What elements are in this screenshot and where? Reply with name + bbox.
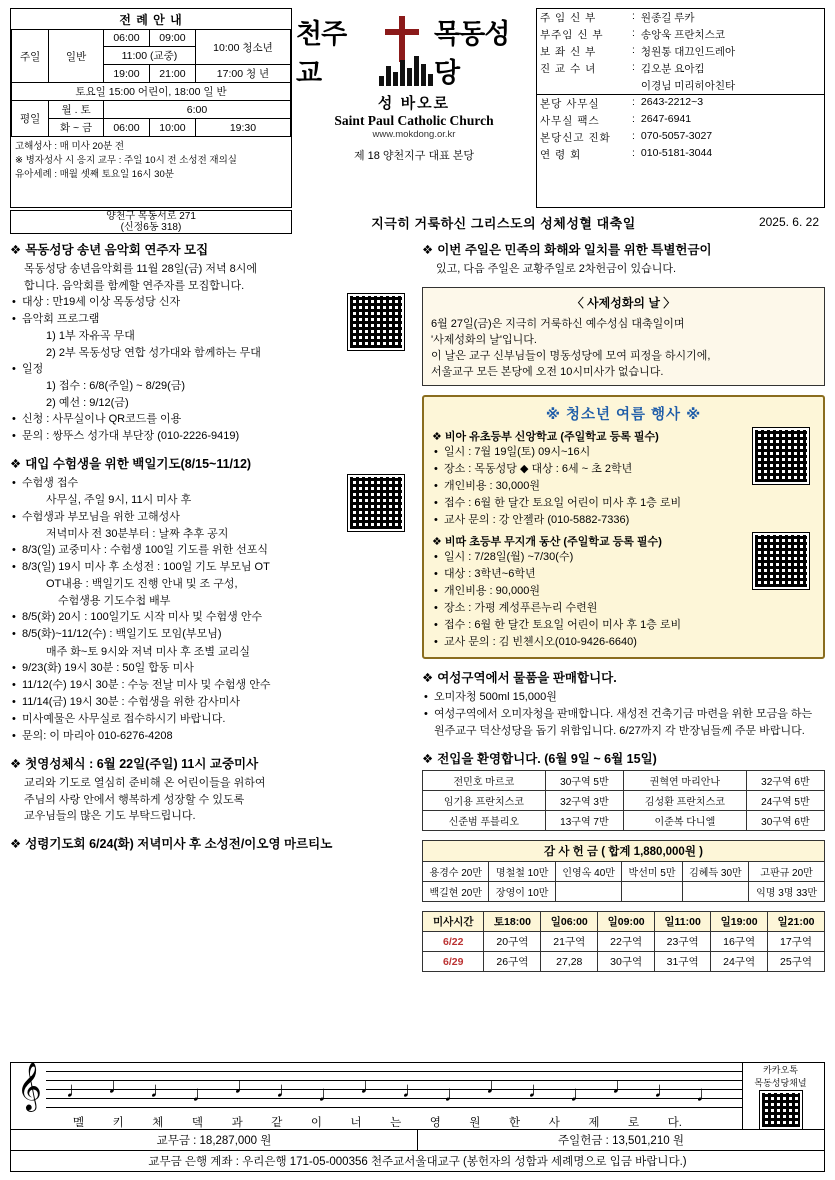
cell: 신준범 푸블리오 (423, 811, 546, 831)
sep: : (632, 61, 635, 73)
lyric-syllable: 너 (350, 1116, 362, 1129)
staff-label: 보 좌 신 부 (540, 46, 597, 58)
lyric-syllable: 한 (509, 1116, 521, 1129)
priest-day-line: '사제성화의 날'입니다. (431, 333, 537, 346)
cell: 김성환 프란치스코 (623, 791, 746, 811)
table-row (537, 95, 824, 112)
table-row (12, 30, 291, 47)
note-icon: ♩ (317, 1080, 340, 1106)
cell: 20구역 (484, 932, 541, 952)
right-column (422, 240, 825, 981)
list-item: • 개인비용 : 90,000원 (432, 583, 815, 600)
cell: 06:00 (103, 30, 149, 47)
sub-item: 2) 예선 : 9/12(금) (46, 396, 129, 409)
cell (555, 882, 621, 902)
note-icon: ♩ (443, 1080, 466, 1106)
mass-note: 고해성사 : 매 미사 20분 전 (15, 141, 124, 152)
exam-items (10, 475, 410, 745)
priest-day-line: 6월 27일(금)은 지극히 거룩하신 예수성심 대축일이며 (431, 317, 685, 330)
table-row (12, 83, 291, 101)
list-item (10, 559, 410, 609)
cell: 6/22 (423, 932, 484, 952)
cell: 24구역 5반 (746, 791, 824, 811)
staff-value: 원종길 루카 (640, 12, 695, 24)
note-icon: ♩ (65, 1076, 88, 1102)
sub-item: 1) 접수 : 6/8(주일) ~ 8/29(금) (46, 380, 186, 393)
cell: 6:00 (103, 101, 290, 119)
section-women-sales (422, 668, 825, 740)
note-icon: ♩ (275, 1076, 298, 1102)
youth-group-1 (432, 428, 815, 529)
cell: 32구역 3반 (545, 791, 623, 811)
table-row (537, 112, 824, 129)
contact-value: 070-5057-3027 (640, 130, 713, 142)
lyric-syllable: 다. (667, 1116, 682, 1129)
lyric-syllable: 영 (429, 1116, 441, 1129)
women-items (422, 689, 825, 740)
lyric-syllable: 키 (112, 1116, 124, 1129)
cell: 30구역 6반 (746, 811, 824, 831)
music-staff (46, 1063, 742, 1113)
table-row (537, 146, 824, 163)
church-website[interactable]: www.mokdong.or.kr (372, 129, 456, 140)
list-item (10, 711, 410, 728)
note-icon: ♩ (653, 1076, 676, 1102)
bulletin-date: 2025. 6. 22 (758, 215, 819, 229)
note-icon: ♩ (233, 1072, 256, 1098)
list-item: • 대상 : 3학년~6학년 (432, 566, 815, 583)
sub-item: 매주 화~토 9시와 저녁 미사 후 조별 교리실 (46, 645, 250, 658)
kakao-label-1: 카카오톡 (763, 1065, 798, 1075)
list-item: • 장소 : 가평 계성푸른누리 수련원 (432, 600, 815, 617)
finance-row (10, 1130, 825, 1151)
concert-p2: 합니다. 음악회를 함께할 연주자를 모집합니다. (24, 279, 245, 292)
staff-label: 진 교 수 녀 (540, 63, 597, 75)
cell: 용경수 20만 (423, 862, 489, 882)
offering-note-line2: 있고, 다음 주일은 교황주일로 2차헌금이 있습니다. (436, 263, 677, 275)
contact-label: 본당 사무실 (540, 98, 600, 110)
cell: 17:00 청 년 (195, 65, 290, 83)
group-name-text: 비따 초등부 무지개 동산 (주일학교 등록 필수) (444, 535, 662, 548)
table-row (423, 862, 825, 882)
cross-icon (371, 16, 432, 86)
lyric-syllable: 로 (627, 1116, 640, 1129)
list-item (10, 475, 410, 509)
list-item: • 여성구역에서 오미자청을 판매합니다. 새성전 건축기금 마련을 위한 모금을 하는 원주교구 덕산성당을 돕기 위함입니다. 6/27까지 각 반장님들께 주문 바랍니다. (422, 706, 825, 740)
lyric-syllable: 체 (152, 1116, 164, 1129)
item-text: 9/23(화) 19시 30분 : 50일 합동 미사 (22, 662, 194, 675)
cell: 21:00 (149, 65, 195, 83)
list-item: • 접수 : 6월 한 달간 토요일 어린이 미사 후 1층 로비 (432, 617, 815, 634)
section-title: ❖ 대입 수험생을 위한 백일기도(8/15~11/12) (10, 454, 410, 472)
sep: : (632, 10, 635, 22)
table-row (423, 771, 825, 791)
youth-summer-box (422, 395, 825, 660)
sep: : (632, 96, 635, 108)
cell: 30구역 5반 (545, 771, 623, 791)
staff-label: 부주임 신 부 (540, 29, 604, 41)
cell: 백길현 20만 (423, 882, 489, 902)
lyric-syllable: 원 (469, 1116, 481, 1129)
church-address (10, 210, 292, 234)
cell: 토요일 15:00 어린이, 18:00 일 반 (12, 83, 291, 101)
cell: 장영이 10만 (489, 882, 555, 902)
note-icon: ♩ (611, 1072, 634, 1098)
section-mass-duty-schedule (422, 911, 825, 972)
mass-note: ※ 병자성사 시 응지 교무 : 주일 10시 전 소성전 재의실 (15, 154, 237, 166)
youth-summer-title: ※ 청소년 여름 행사 ※ (545, 406, 702, 423)
church-name-en: Saint Paul Catholic Church (334, 113, 494, 128)
offering-note-line1: ❖ 이번 주일은 민족의 화해와 일치를 위한 특별헌금이 (422, 240, 825, 258)
table-row (423, 882, 825, 902)
cell: 임기용 프란치스코 (423, 791, 546, 811)
mass-schedule-title: 전 례 안 내 (119, 13, 183, 27)
table-row (537, 26, 824, 43)
table-row (423, 841, 825, 862)
note-icon: ♩ (359, 1072, 382, 1098)
list-item: • 일시 : 7/28일(월) ~7/30(수) (432, 549, 815, 566)
kakao-channel-block[interactable] (742, 1063, 818, 1129)
cell: 23구역 (655, 932, 711, 952)
kakao-label-2: 목동성당채널 (754, 1078, 807, 1088)
address-bar (10, 210, 825, 234)
cell: 6/29 (423, 952, 484, 972)
priest-day-box (422, 287, 825, 386)
patron-name: 성 바오로 (377, 95, 451, 112)
address-line-1: 양천구 목동서로 271 (106, 211, 196, 222)
note-icon: ♩ (569, 1080, 592, 1106)
table-row (12, 119, 291, 137)
group-1-items (432, 444, 815, 529)
contact-label: 본당신고 진화 (540, 132, 611, 144)
cell: 19:00 (103, 65, 149, 83)
note-icon: ♩ (695, 1080, 718, 1106)
staff-value: 송앙욱 프란치스코 (640, 29, 725, 41)
cell: 10:00 (149, 119, 195, 137)
mass-notes (11, 137, 291, 181)
cell: 16구역 (711, 932, 768, 952)
section-offering-note (422, 240, 825, 278)
list-item (10, 609, 410, 626)
cell: 24구역 (711, 952, 768, 972)
feast-title: 지극히 거룩하신 그리스도의 성체성혈 대축일 (371, 215, 636, 231)
list-item (10, 411, 410, 428)
section-title: ❖ 목동성당 송년 음악회 연주자 모집 (10, 240, 410, 258)
sub-item: OT내용 : 백일기도 진행 안내 및 조 구성, (46, 578, 238, 591)
col-header: 일19:00 (711, 912, 768, 932)
item-text: 8/5(화)~11/12(수) : 백일기도 모임(부모님) (22, 628, 222, 641)
sub-item: 사무실, 주일 9시, 11시 미사 후 (46, 494, 192, 507)
table-row (537, 60, 824, 77)
thanks-table (422, 840, 825, 902)
staff-label: 주 임 신 부 (540, 12, 597, 24)
section-welcome (422, 749, 825, 831)
item-text: 문의: 이 마리아 010-6276-4208 (22, 730, 173, 743)
section-exam-prayer (10, 454, 410, 745)
table-row (537, 43, 824, 60)
mass-schedule-table (11, 29, 291, 137)
cell: 11:00 (교중) (103, 47, 195, 65)
list-item (10, 728, 410, 745)
footer (10, 1062, 825, 1172)
cell: 고판규 20만 (749, 862, 825, 882)
cell: 27,28 (541, 952, 598, 972)
table-row (537, 129, 824, 146)
priest-day-line: 이 날은 교구 신부님들이 명동성당에 모여 피정을 하시기에, (431, 349, 711, 362)
staff-table (537, 9, 824, 94)
table-row (537, 77, 824, 94)
cell: 26구역 (484, 952, 541, 972)
item-text: 11/14(금) 19시 30분 : 수험생을 위한 감사미사 (22, 696, 241, 709)
note-icon: ♩ (527, 1076, 550, 1102)
cell: 월 . 토 (49, 101, 104, 119)
col-header: 미사시간 (423, 912, 484, 932)
section-thanks-offering (422, 840, 825, 902)
church-name-left: 천주교 (296, 19, 347, 88)
cell: 21구역 (541, 932, 598, 952)
sep (629, 77, 638, 94)
address-line-2: (신정6동 318) (120, 222, 182, 233)
music-staff-block (10, 1062, 825, 1130)
list-item: • 교사 문의 : 강 안젤라 (010-5882-7336) (432, 512, 815, 529)
item-text: 신청 : 사무실이나 QR코드를 이용 (22, 413, 182, 426)
concert-items (10, 294, 410, 445)
sep: : (632, 147, 635, 159)
section-title: ❖ 여성구역에서 물품을 판매합니다. (422, 668, 825, 686)
text-line: 교리와 기도로 열심히 준비해 온 어린이들을 위하여 (24, 777, 266, 790)
cell: 22구역 (598, 932, 655, 952)
cell: 17구역 (768, 932, 825, 952)
cell: 권혁연 마리안나 (623, 771, 746, 791)
cell: 09:00 (149, 30, 195, 47)
section-prayer-meeting (10, 834, 410, 852)
cell: 일반 (49, 30, 104, 83)
contact-table (537, 95, 824, 163)
sub-item: 수험생용 기도수첩 배부 (58, 594, 171, 607)
cell: 19:30 (195, 119, 290, 137)
note-icon: ♩ (485, 1072, 508, 1098)
staff-contact-box (536, 8, 825, 208)
list-item (10, 428, 410, 445)
item-text: 일정 (22, 363, 44, 376)
note-icon: ♩ (107, 1072, 130, 1098)
cell: 박선미 5만 (622, 862, 682, 882)
duty-schedule-table (422, 911, 825, 972)
list-item: • 교사 문의 : 김 빈첸시오(010-9426-6640) (432, 634, 815, 651)
list-item (10, 660, 410, 677)
lyric-syllable: 같 (271, 1116, 283, 1129)
staff-value: 이경님 미리히아친타 (640, 80, 736, 92)
group-name: ❖ 비아 유초등부 신앙학교 (주일학교 등록 필수) (432, 430, 659, 443)
list-item: • 오미자청 500ml 15,000원 (422, 689, 825, 706)
finance-account-line: 교무금 은행 계좌 : 우리은행 171-05-000356 천주교서울대교구 (봉헌자의 성함과 세례명으로 입금 바랍니다.) (10, 1151, 825, 1172)
sep: : (632, 113, 635, 125)
mass-schedule-box (10, 8, 292, 208)
item-text: 8/3(일) 교중미사 : 수험생 100일 기도를 위한 선포식 (22, 544, 269, 557)
cell (682, 882, 748, 902)
cell: 06:00 (103, 119, 149, 137)
table-row (423, 811, 825, 831)
lyric-syllable: 제 (588, 1116, 600, 1129)
contact-label: 연 령 회 (540, 149, 582, 161)
contact-value: 010-5181-3044 (640, 147, 713, 159)
text-line: 교우님들의 많은 기도 부탁드립니다. (24, 810, 196, 823)
cell (622, 882, 682, 902)
cell: 이준복 다니엘 (623, 811, 746, 831)
list-item: • 일시 : 7월 19일(토) 09시~16시 (432, 444, 815, 461)
item-text: 수험생 접수 (22, 477, 79, 490)
body-columns (10, 240, 825, 981)
cell: 25구역 (768, 952, 825, 972)
list-item (10, 694, 410, 711)
item-text: 8/3(일) 19시 미사 후 소성전 : 100일 기도 부모님 OT (22, 561, 270, 574)
item-text: 음악회 프로그램 (22, 313, 100, 326)
sep: : (632, 27, 635, 39)
list-item: • 접수 : 6월 한 달간 토요일 어린이 미사 후 1층 로비 (432, 495, 815, 512)
priest-day-title: 〈 사제성화의 날 〉 (571, 295, 676, 310)
item-text: 8/5(화) 20시 : 100일기도 시작 미사 및 수험생 안수 (22, 611, 263, 624)
church-name-right: 목동성당 (434, 19, 510, 88)
col-header: 일21:00 (768, 912, 825, 932)
section-concert (10, 240, 410, 445)
group-2-items (432, 549, 815, 651)
sep: : (632, 44, 635, 56)
list-item (10, 311, 410, 361)
finance-dues: 교무금 : 18,287,000 원 (156, 1135, 272, 1147)
cell: 31구역 (655, 952, 711, 972)
cell: 전민호 마르코 (423, 771, 546, 791)
cell: 인영옥 40만 (555, 862, 621, 882)
cell: 32구역 6반 (746, 771, 824, 791)
item-text: 수험생과 부모님을 위한 고해성사 (22, 510, 180, 523)
left-column (10, 240, 410, 981)
welcome-table (422, 770, 825, 831)
church-logo-block (296, 8, 532, 208)
col-header: 일09:00 (598, 912, 655, 932)
sub-item: 2) 2부 목동성당 연합 성가대와 함께하는 무대 (46, 346, 261, 359)
cell: 평일 (12, 101, 49, 137)
contact-label: 사무실 팩스 (540, 115, 600, 127)
item-text: 미사예물은 사무실로 접수하시기 바랍니다. (22, 713, 226, 726)
group-name: ❖ 비따 초등부 무지개 동산 (주일학교 등록 필수) (432, 535, 662, 548)
cell: 화 ~ 금 (49, 119, 104, 137)
cell: 익명 3명 33만 (749, 882, 825, 902)
priest-day-line: 서울교구 모든 본당에 오전 10시미사가 없습니다. (431, 365, 664, 378)
sep: : (632, 130, 635, 142)
cell: 주일 (12, 30, 49, 83)
lyric-syllable: 이 (310, 1116, 322, 1129)
table-row (423, 791, 825, 811)
note-icon: ♩ (149, 1076, 172, 1102)
lyric-syllable: 사 (548, 1116, 560, 1129)
lyric-syllable: 는 (390, 1116, 402, 1129)
list-item (10, 626, 410, 660)
contact-value: 2647-6941 (640, 113, 692, 125)
list-item: • 장소 : 목동성당 ◆ 대상 : 6세 ~ 초 2학년 (432, 461, 815, 478)
col-header: 일11:00 (655, 912, 711, 932)
table-row (423, 932, 825, 952)
list-item (10, 677, 410, 694)
logo-row (296, 12, 532, 90)
cell: 10:00 청소년 (195, 30, 290, 65)
table-row (12, 101, 291, 119)
concert-p1: 목동성당 송년음악회를 11월 28일(금) 저녁 8시에 (24, 263, 258, 275)
staff-value: 김오분 요아킴 (640, 63, 705, 75)
contact-value: 2643-2212~3 (640, 96, 704, 108)
lyric-syllable: 과 (231, 1116, 243, 1129)
item-text: 11/12(수) 19시 30분 : 수능 전날 미사 및 수험생 안수 (22, 679, 271, 692)
finance-sunday-offering: 주일헌금 : 13,501,210 원 (417, 1130, 824, 1150)
sub-item: 저녁미사 전 30분부터 : 날짜 추후 공지 (46, 527, 229, 540)
section-title: ❖ 전입을 환영합니다. (6월 9일 ~ 6월 15일) (422, 749, 825, 767)
staff-value: 청원통 대끄인드레아 (640, 46, 736, 58)
district-description: 제 18 양천지구 대표 본당 (353, 150, 475, 162)
cell: 30구역 (598, 952, 655, 972)
list-item: • 개인비용 : 30,000원 (432, 478, 815, 495)
list-item (10, 294, 410, 311)
thanks-title: 감 사 헌 금 ( 합계 1,880,000원 ) (423, 841, 825, 862)
staff-label (537, 77, 629, 94)
table-row (537, 9, 824, 26)
lyric-syllable: 멜 (73, 1116, 85, 1129)
cell: 김혜득 30만 (682, 862, 748, 882)
col-header: 토18:00 (484, 912, 541, 932)
cell: 명철철 10만 (489, 862, 555, 882)
section-title: ❖ 성령기도회 6/24(화) 저녁미사 후 소성전/이오영 마르티노 (10, 834, 410, 852)
list-item (10, 542, 410, 559)
list-item (10, 509, 410, 543)
note-icon: ♩ (191, 1080, 214, 1106)
header (10, 8, 825, 208)
section-first-communion (10, 754, 410, 825)
section-title: ❖ 첫영성체식 : 6월 22일(주일) 11시 교중미사 (10, 754, 410, 772)
table-row (423, 912, 825, 932)
kakao-qr-code[interactable] (760, 1091, 802, 1129)
youth-group-2 (432, 533, 815, 651)
group-name-text: 비아 유초등부 신앙학교 (주일학교 등록 필수) (444, 430, 659, 443)
col-header: 일06:00 (541, 912, 598, 932)
note-icon: ♩ (401, 1076, 424, 1102)
sub-item: 1) 1부 자유곡 무대 (46, 330, 135, 343)
item-text: 문의 : 쌍뚜스 성가대 부단장 (010-2226-9419) (22, 430, 240, 443)
item-text: 대상 : 만19세 이상 목동성당 신자 (22, 296, 181, 308)
mass-note: 유아세례 : 매월 셋째 토요일 16시 30분 (15, 168, 174, 180)
lyric-syllable: 덱 (191, 1116, 204, 1129)
lyrics-row (17, 1113, 742, 1130)
text-line: 주님의 사랑 안에서 행복하게 성장할 수 있도록 (24, 793, 245, 806)
table-row (423, 952, 825, 972)
list-item (10, 361, 410, 411)
treble-clef-icon: 𝄞 (17, 1060, 42, 1110)
cell: 13구역 7반 (545, 811, 623, 831)
